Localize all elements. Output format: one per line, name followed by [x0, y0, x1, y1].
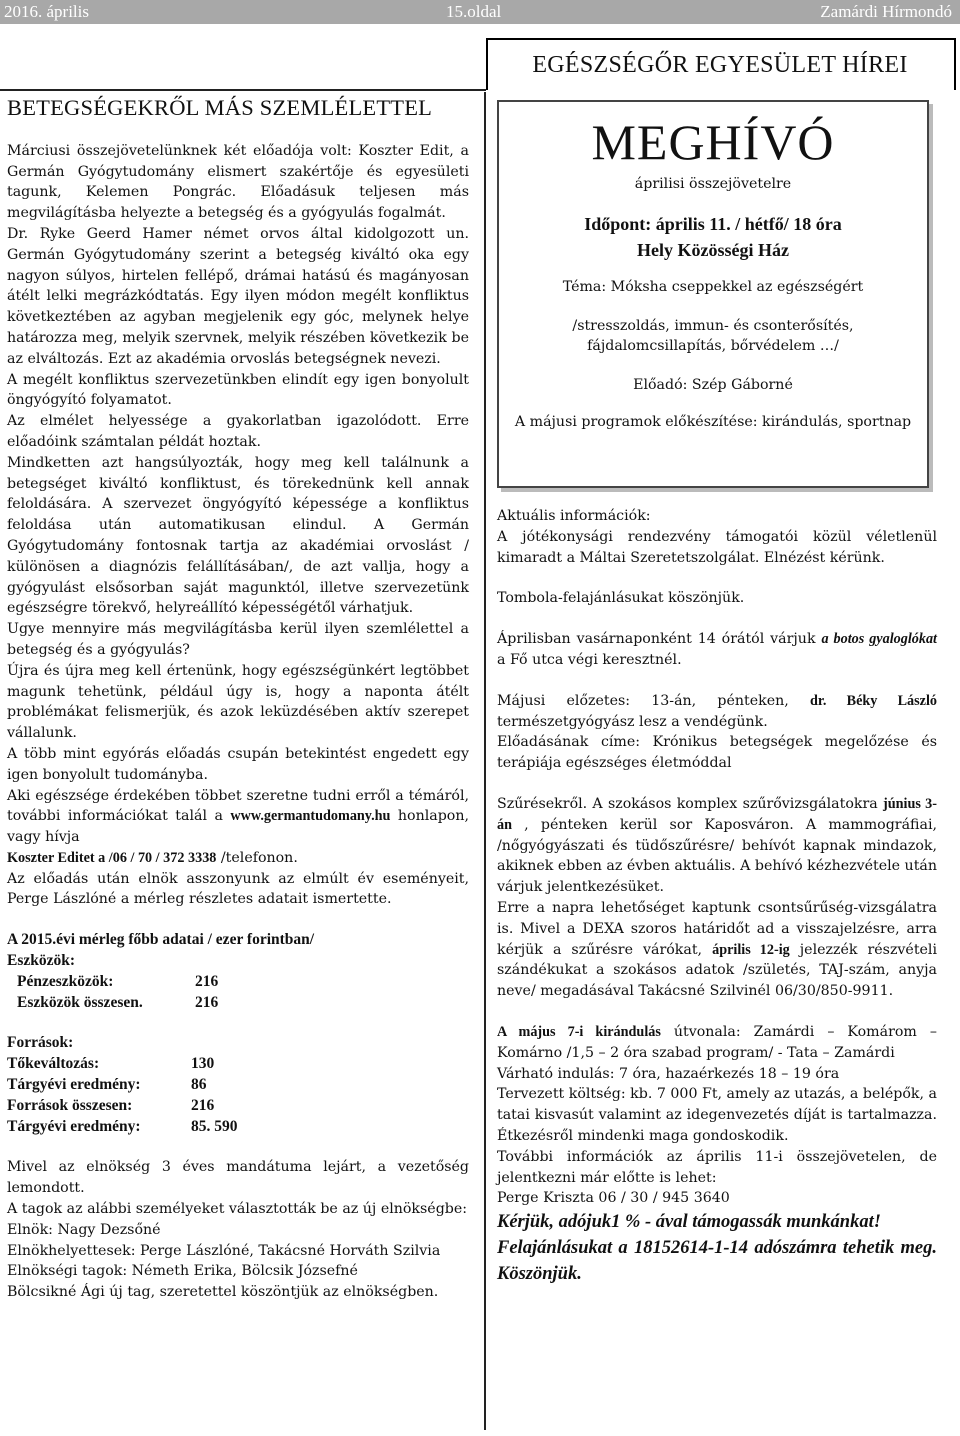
- row-label: Tőkeváltozás:: [7, 1055, 100, 1073]
- paragraph: Tombola-felajánlásukat köszönjük.: [497, 590, 745, 607]
- highlight: április 12-ig: [712, 941, 790, 958]
- highlight: dr. Béky László: [809, 692, 937, 709]
- paragraph: Az előadás után elnök asszonyunk az elmúlt év eseményeit, Perge Lászlóné a mérleg részletes adatait ismertette.: [7, 870, 469, 908]
- row-label: Források összesen:: [7, 1096, 133, 1114]
- row-value: 130: [191, 1055, 215, 1073]
- invitation-may-programs: A májusi programok előkészítése: kirándulás, sportnap: [514, 413, 912, 430]
- text: Aki egészsége érdekében többet szeretne tudni erről a témáról, további információkat talál a: [7, 787, 469, 825]
- paragraph: [497, 794, 937, 898]
- paragraph: Mivel az elnökség 3 éves mandátuma lejárt, a vezetőség lemondott.: [7, 1159, 469, 1197]
- text: , pénteken kerül sor Kaposváron. A mammográfiai, /nőgyógyászati és tüdőszűrésre/ behívót kapnak mindazok, akiknek ebben az évben aktuális. A behívó kézhezvétele után várjuk jelentkezésüket.: [497, 816, 937, 896]
- row-value: 216: [195, 972, 219, 990]
- row-value: 216: [195, 993, 219, 1011]
- paragraph: Várható indulás: 7 óra, hazaérkezés 18 – 19 óra: [497, 1065, 840, 1082]
- invitation-title: MEGHÍVÓ: [591, 114, 835, 170]
- row-value: 86: [191, 1076, 207, 1094]
- text: jelezzék részvételi szándékukat a szokásos adatok /születés, TAJ-szám, anyja neve/ megadásával Takácsné Szilvinél 06/30/850-9911.: [497, 941, 938, 1000]
- paragraph: A jótékonysági rendezvény támogatói közül véletlenül kimaradt a Máltai Szeretetszolgálat. Elnézést kérünk.: [497, 528, 937, 566]
- invitation-subtitle: áprilisi összejövetelre: [634, 176, 792, 192]
- text: honlapon, vagy hívja: [7, 808, 469, 846]
- left-column: [7, 95, 469, 1303]
- news-list: [497, 506, 937, 1287]
- issue-date: 2016. április: [4, 2, 89, 21]
- sources-heading: Források:: [7, 1034, 74, 1052]
- text: /telefonon.: [216, 849, 298, 866]
- paragraph: Bölcsikné Ági új tag, szeretettel köszöntjük az elnökségben.: [7, 1284, 439, 1301]
- sources-table: [7, 1054, 238, 1137]
- paragraph: [7, 848, 469, 869]
- tax-appeal: Kérjük, adójuk1 % - ával támogassák munkánkat!: [497, 1212, 881, 1233]
- paragraph: Márciusi összejövetelünknek két előadója volt: Koszter Edit, a Germán Gyógytudomány elismert szakértője és egyesületi tagunk, Kelemen Pongrác. Előadásuk teljesen más megvilágításba helyezte a betegség és a gyógyulás fogalmát.: [7, 142, 469, 222]
- assets-heading: Eszközök:: [7, 952, 76, 970]
- text: a Fő utca végi keresztnél.: [497, 651, 682, 668]
- paragraph: Újra és újra meg kell értenünk, hogy egészségünkért legtöbbet magunk tehetünk, például úgy is, hogy a naponta átélt problémákat felismerjük, és azok leküzdésében aktív szerepet vállalunk.: [7, 662, 469, 742]
- financial-summary: [7, 930, 469, 1137]
- paragraph: További információk az április 11-i összejövetelen, de jelentkezni már előtte is lehet:: [497, 1148, 937, 1186]
- row-label: Tárgyévi eredmény:: [7, 1076, 141, 1094]
- paragraph: Az elmélet helyessége a gyakorlatban igazolódott. Erre előadóink számtalan példát hoztak.: [7, 413, 469, 450]
- paragraph: [497, 1022, 937, 1064]
- page-header-bar: [0, 0, 960, 24]
- contact-phone: Koszter Editet a /06 / 70 / 372 3338: [7, 849, 217, 866]
- paragraph: Ugye mennyire más megvilágításba kerül ilyen szemlélettel a betegség és a gyógyulás?: [7, 621, 469, 658]
- paragraph: Perge Kriszta 06 / 30 / 945 3640: [497, 1190, 730, 1207]
- text: útvonala: Zamárdi – Komárom – Komárno /1,5 – 2 óra szabad program/ - Tata – Zamárdi: [497, 1023, 937, 1061]
- paragraph: [497, 629, 937, 671]
- invitation-place: Hely Közösségi Ház: [637, 239, 789, 260]
- invitation-topic: Téma: Móksha cseppekkel az egészségért: [562, 278, 864, 295]
- divider-line: [0, 89, 486, 91]
- paragraph: Aktuális információk:: [497, 508, 651, 524]
- paragraph: A több mint egyórás előadás csupán betekintést engedett egy igen bonyolult tudományba.: [7, 745, 469, 783]
- row-label: Tárgyévi eredmény:: [7, 1117, 141, 1135]
- row-value: 216: [191, 1096, 215, 1114]
- paragraph: Tervezett költség: kb. 7 000 Ft, amely az utazás, a belépők, a tatai kisvasút valamint az idegenvezetés díját is tartalmazza. Étkezésről mindenki maga gondoskodik.: [497, 1086, 937, 1144]
- website-link[interactable]: www.germantudomany.hu: [230, 808, 391, 825]
- paragraph: Mindketten azt hangsúlyozták, hogy meg kell találnunk a betegséget kiváltó konfliktust, és törekednünk kell annak feloldására. A szervezet öngyógyító képessége a konfliktus feloldása után automatikusan elindul. A Germán Gyógytudomány fontosnak tartja az akadémiai orvoslást / különösen a diagnózis felállításában/, de azt vallja, hogy a gyógyulást elsősorban saját magunktól, illetve szervezetünk egészségre törekvő, helyreállító képességétől várhatjuk.: [7, 454, 469, 617]
- column-divider: [484, 92, 486, 1430]
- paragraph: Dr. Ryke Geerd Hamer német orvos által kidolgozott un. Germán Gyógytudomány szerint a betegség kiváltó oka egy nagyon súlyos, hirtelen fellépő, drámai hatású és magányosan átélt lelki megrázkódtatás. Egy ilyen módon megélt konfliktus következtében az agyban megjelenik egy góc, melynek helye határozza meg, melyik szervnek, melyik részében következik be az elváltozás. Ezt az akadémia orvoslás betegségnek nevezi.: [7, 225, 469, 367]
- tax-number: Felajánlásukat a 18152614-1-14 adószámra tehetik meg. Köszönjük.: [497, 1238, 937, 1285]
- highlight: a botos gyaloglókat: [821, 631, 937, 648]
- paragraph: [7, 786, 469, 848]
- row-label: Pénzeszközök:: [17, 972, 114, 990]
- right-column: [497, 100, 952, 1287]
- assets-table: [7, 972, 218, 1014]
- section-title: EGÉSZSÉGŐR EGYESÜLET HÍREI: [532, 52, 908, 78]
- invitation-speaker: Előadó: Szép Gáborné: [633, 377, 793, 394]
- highlight: A május 7-i kirándulás: [497, 1023, 661, 1040]
- paragraph: Elnökségi tagok: Németh Erika, Bölcsik Józsefné: [7, 1263, 358, 1280]
- paragraph: Elnökhelyettesek: Perge Lászlóné, Takácsné Horváth Szilvia: [7, 1242, 441, 1259]
- paragraph: Előadásának címe: Krónikus betegségek megelőzése és terápiája egészséges életmóddal: [497, 734, 937, 772]
- text: Szűrésekről. A szokásos komplex szűrővizsgálatokra: [497, 795, 883, 812]
- paragraph: A megélt konfliktus szervezetünkben elindít egy igen bonyolult öngyógyító folyamatot.: [7, 371, 469, 409]
- invitation-box: [497, 100, 929, 488]
- invitation-topic-detail: /stresszoldás, immun- és csonterősítés, fájdalomcsillapítás, bőrvédelem …/: [572, 317, 854, 355]
- financial-title: A 2015.évi mérleg főbb adatai / ezer forintban/: [7, 931, 315, 949]
- paragraph: A tagok az alábbi személyeket választották be az új elnökségbe:: [7, 1201, 468, 1218]
- row-value: 85. 590: [191, 1117, 238, 1135]
- page-number: 15.oldal: [446, 2, 502, 21]
- newspaper-name: Zamárdi Hírmondó: [820, 2, 952, 21]
- row-label: Eszközök összesen.: [17, 993, 143, 1011]
- article-title: BETEGSÉGEKRŐL MÁS SZEMLÉLETTEL: [7, 95, 433, 120]
- paragraph: [497, 898, 937, 1002]
- text: természetgyógyász lesz a vendégünk.: [497, 713, 768, 730]
- text: Erre a napra lehetőséget kaptunk csontsűrűség-vizsgálatra is. Mivel a DEXA szoros határidőt ad a visszajelzésre, arra kérjük a szűrésre várókat,: [497, 899, 937, 958]
- invitation-time: Időpont: április 11. / hétfő/ 18 óra: [584, 213, 842, 234]
- paragraph: [497, 691, 937, 733]
- text: Áprilisban vasárnaponként 14 órától várjuk: [497, 631, 822, 648]
- text: Májusi előzetes: 13-án, pénteken,: [497, 692, 810, 709]
- highlight: június 3-án: [497, 795, 937, 833]
- paragraph: Elnök: Nagy Dezsőné: [7, 1221, 161, 1238]
